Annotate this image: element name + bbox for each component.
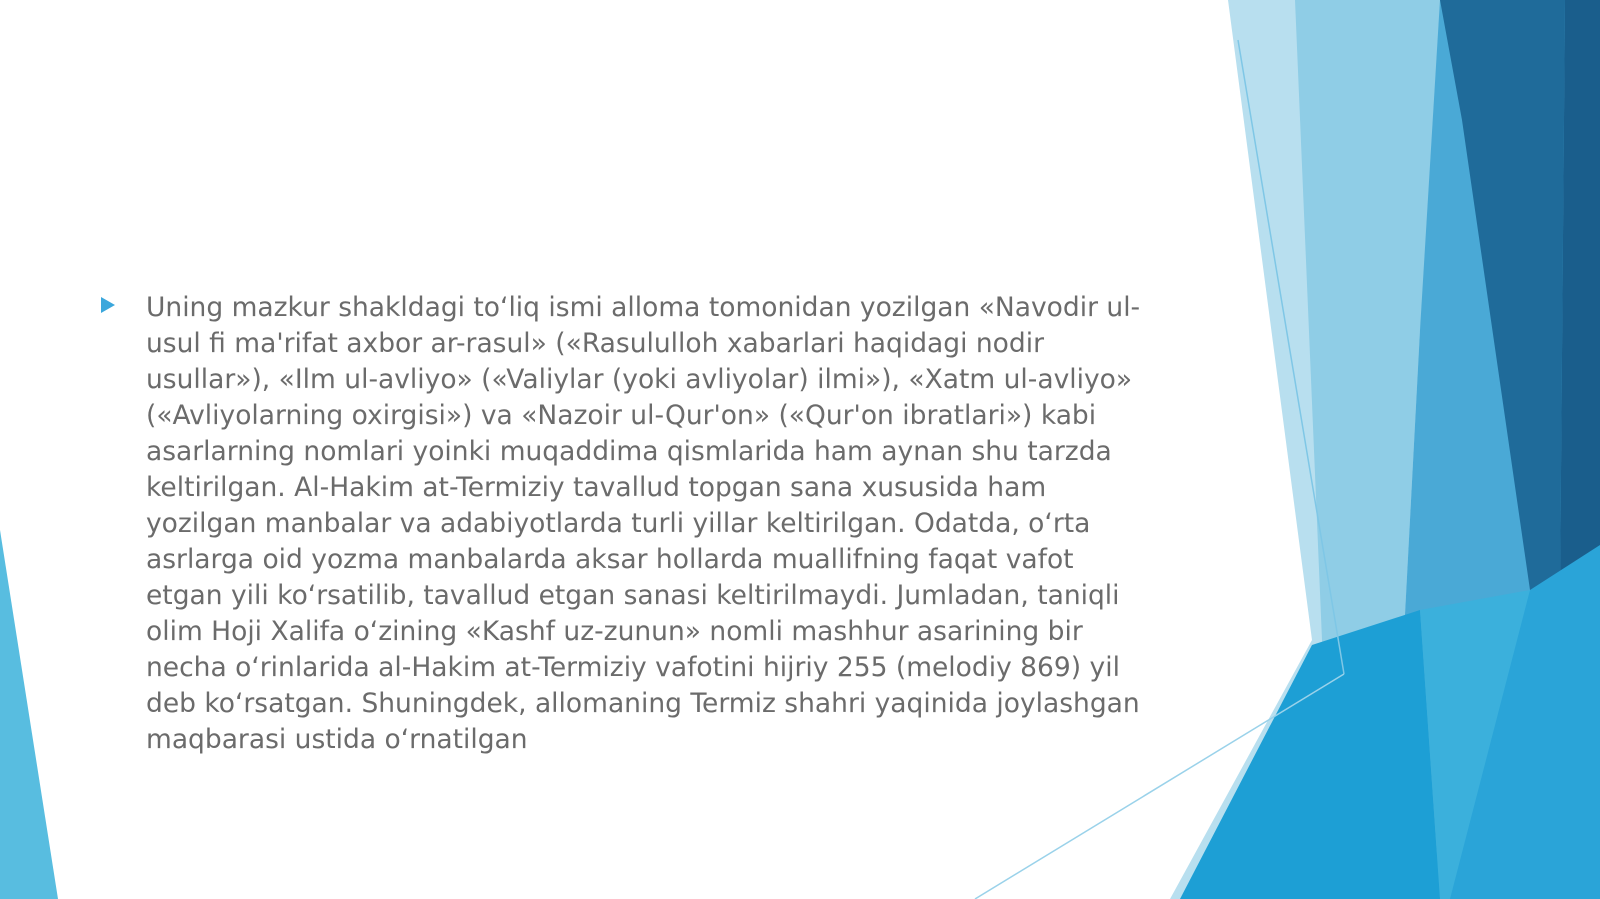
bullet-item: [100, 290, 1210, 758]
right-shape-bottom-blue: [1180, 610, 1440, 899]
left-accent-shape: [0, 530, 58, 899]
right-shape-darkest: [1560, 0, 1600, 590]
slide-body: [100, 290, 1210, 758]
triangle-bullet-icon: [100, 290, 146, 319]
bullet-text: Uning mazkur shakldagi to‘liq ismi alloma tomonidan yozilgan «Navodir ul- usul fi ma'rifat axbor ar-rasul» («Rasululloh xabarlari haqidagi nodir usullar»), «Ilm ul-avliyo» («Valiylar (yoki avliyolar) ilmi»), «Xatm ul-avliyo» («Avliyolarning oxirgisi») va «Nazoir ul-Qur'on» («Qur'on ibratlari») kabi asarlarning nomlari yoinki muqaddima qismlarida ham aynan shu tarzda keltirilgan. Al-Hakim at-Termiziy tavallud topgan sana xususida ham yozilgan manbalar va adabiyotlarda turli yillar keltirilgan. Odatda, o‘rta asrlarga oid yozma manbalarda aksar hollarda muallifning faqat vafot etgan yili ko‘rsatilib, tavallud etgan sanasi keltirilmaydi. Jumladan, taniqli olim Hoji Xalifa o‘zining «Kashf uz-zunun» nomli mashhur asarining bir necha o‘rinlarida al-Hakim at-Termiziy vafotini hijriy 255 (melodiy 869) yil deb ko‘rsatgan. Shuningdek, allomaning Termiz shahri yaqinida joylashgan maqbarasi ustida o‘rnatilgan: [146, 292, 1141, 755]
